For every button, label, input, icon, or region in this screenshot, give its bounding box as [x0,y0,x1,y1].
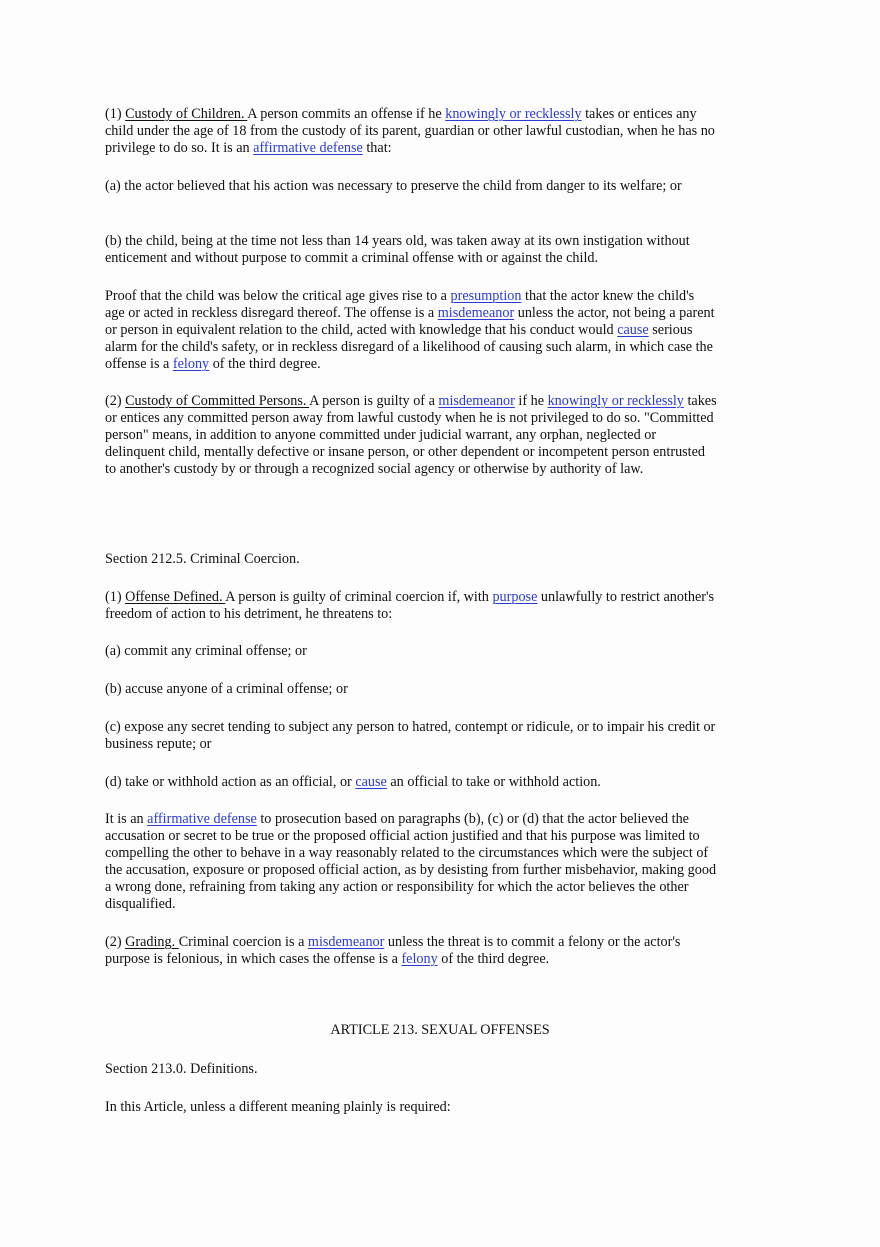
link-felony[interactable]: felony [172,356,210,372]
link-cause[interactable]: cause [617,322,649,338]
subsection-number: (1) [105,589,126,605]
subsection-number: (1) [105,106,126,122]
paragraph-in-this-article: In this Article, unless a different meaning plainly is required: [105,1099,451,1115]
section-heading-213-0: Section 213.0. Definitions. [105,1061,258,1077]
paragraph-custody-of-committed-persons: (2) Custody of Committed Persons. A person is guilty of a misdemeanor if he knowingly or recklessly takes or entices any committed person away from lawful custody when he is not privileged to do so. "Committed person" means, in addition to anyone committed under judicial warrant, any orphan, neglected or delinquent child, mentally defective or insane person, or other dependent or incompetent person entrusted to another's custody by or through a recognized social agency or otherwise by authority of law. [105,393,717,477]
paragraph-offense-defined: (1) Offense Defined. A person is guilty of criminal coercion if, with purpose unlawfully to restrict another's freedom of action to his detriment, he threatens to: [105,589,715,622]
section-heading-212-5: Section 212.5. Criminal Coercion. [105,551,300,567]
paragraph-grading: (2) Grading. Criminal coercion is a misdemeanor unless the threat is to commit a felony or the actor's purpose is felonious, in which cases the offense is a felony of the third degree. [105,934,681,967]
link-cause[interactable]: cause [355,774,387,790]
paragraph-3d: (d) take or withhold action as an official, or cause an official to take or withhold action. [105,774,601,790]
subsection-number: (2) [105,934,126,950]
paragraph-3c: (c) expose any secret tending to subject any person to hatred, contempt or ridicule, or to impair his credit or business repute; or [105,719,716,752]
link-misdemeanor[interactable]: misdemeanor [307,934,385,950]
link-affirmative-defense[interactable]: affirmative defense [147,811,257,827]
paragraph-1a: (a) the actor believed that his action was necessary to preserve the child from danger to its welfare; or [105,178,682,194]
paragraph-3a: (a) commit any criminal offense; or [105,643,307,659]
paragraph-proof-of-age: Proof that the child was below the critical age gives rise to a presumption that the actor knew the child's age or acted in reckless disregard thereof. The offense is a misdemeanor unless the actor, not being a parent or person in equivalent relation to the child, acted with knowledge that his conduct would cause serious alarm for the child's safety, or in reckless disregard of a likelihood of causing such alarm, in which case the offense is a felony of the third degree. [105,288,715,372]
link-knowingly-or-recklessly[interactable]: knowingly or recklessly [547,393,684,409]
link-affirmative-defense[interactable]: affirmative defense [253,140,363,156]
link-misdemeanor[interactable]: misdemeanor [437,305,515,321]
subsection-heading: Custody of Committed Persons. [125,393,310,409]
subsection-heading: Grading. [125,934,179,950]
link-presumption[interactable]: presumption [450,288,522,304]
subsection-number: (2) [105,393,126,409]
paragraph-custody-of-children: (1) Custody of Children. A person commits an offense if he knowingly or recklessly takes or entices any child under the age of 18 from the custody of its parent, guardian or other lawful custodian, when he has no privilege to do so. It is an affirmative defense that: [105,106,715,156]
link-purpose[interactable]: purpose [492,589,538,605]
paragraph-affirmative-defense: It is an affirmative defense to prosecution based on paragraphs (b), (c) or (d) that the actor believed the accusation or secret to be true or the proposed official action justified and that his purpose was limited to compelling the other to behave in a way reasonably related to the circumstances which were the subject of the accusation, exposure or proposed official action, as by desisting from further misbehavior, making good a wrong done, refraining from taking any action or responsibility for which the actor believes the other disqualified. [105,811,717,912]
link-felony[interactable]: felony [401,951,438,967]
link-knowingly-or-recklessly[interactable]: knowingly or recklessly [445,106,582,122]
link-misdemeanor[interactable]: misdemeanor [438,393,515,409]
subsection-heading: Offense Defined. [125,589,226,605]
paragraph-3b: (b) accuse anyone of a criminal offense; or [105,681,348,697]
article-heading-213: ARTICLE 213. SEXUAL OFFENSES [330,1022,550,1038]
subsection-heading: Custody of Children. [125,106,248,122]
paragraph-1b: (b) the child, being at the time not less than 14 years old, was taken away at its own instigation without enticement and without purpose to commit a criminal offense with or against the child. [105,233,690,266]
